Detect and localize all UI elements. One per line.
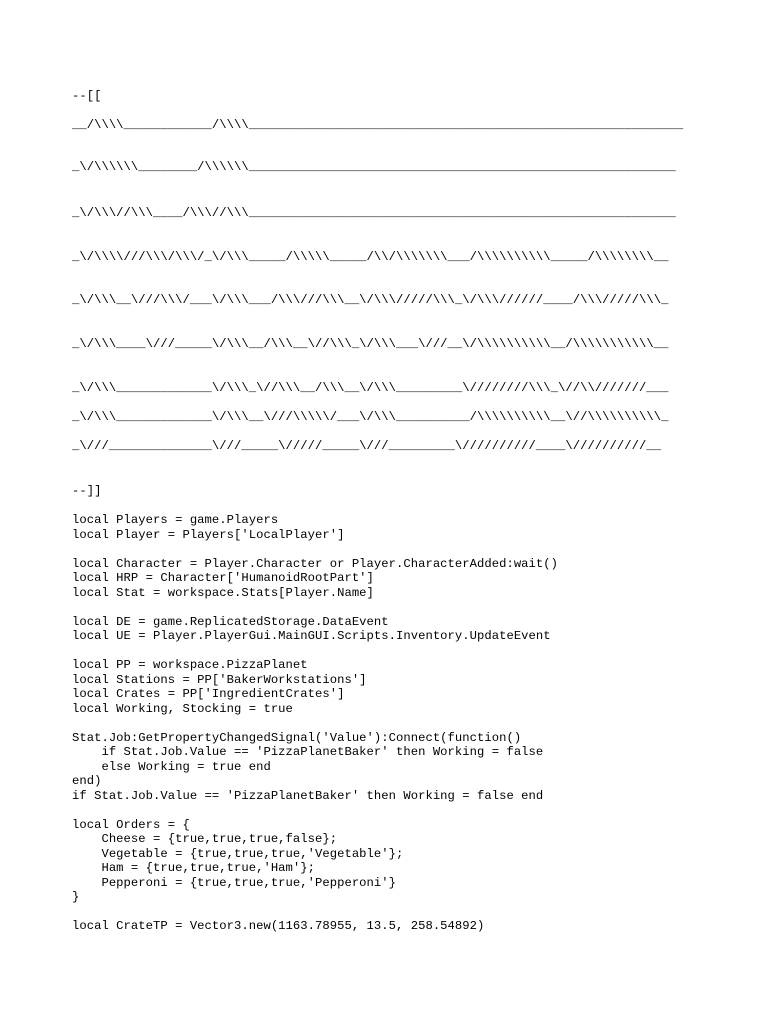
banner-line-7: _\/\\\_____________\/\\\_\//\\\__/\\\__\/\\\_________\////////\\\_\//\\///////___: [72, 381, 669, 395]
code-line: local Player = Players['LocalPlayer']: [72, 527, 345, 542]
code-line: Cheese = {true,true,true,false};: [72, 832, 338, 846]
code-line: local PP = workspace.PizzaPlanet: [72, 658, 308, 672]
code-line: local DE = game.ReplicatedStorage.DataEvent: [72, 614, 389, 629]
banner-line-8: _\/\\\_____________\/\\\__\///\\\\\/___\/\\\__________/\\\\\\\\\\__\//\\\\\\\\\\_: [72, 410, 669, 424]
code-line: local UE = Player.PlayerGui.MainGUI.Scripts.Inventory.UpdateEvent: [72, 629, 551, 643]
code-line: Vegetable = {true,true,true,'Vegetable'};: [72, 846, 404, 861]
code-line: local Players = game.Players: [72, 513, 279, 527]
code-line: if Stat.Job.Value == 'PizzaPlanetBaker' then Working = false end: [72, 788, 544, 803]
banner-line-5: _\/\\\__\///\\\/___\/\\\___/\\\///\\\__\/\\\/////\\\_\/\\\//////____/\\\/////\\\_: [72, 293, 669, 307]
code-line: local Stations = PP['BakerWorkstations']: [72, 672, 367, 687]
code-line: local Working, Stocking = true: [72, 701, 293, 716]
banner-close-comment: --]]: [72, 484, 102, 498]
banner-line-6: _\/\\\____\///_____\/\\\__/\\\__\//\\\_\/\\\___\///__\/\\\\\\\\\\__/\\\\\\\\\\\__: [72, 337, 669, 351]
banner-line-2: _\/\\\\\\________/\\\\\\__________________________________________________________: [72, 160, 676, 174]
banner-line-4: _\/\\\\///\\\/\\\/_\/\\\_____/\\\\\_____/\\/\\\\\\\___/\\\\\\\\\\_____/\\\\\\\\__: [72, 250, 669, 264]
code-line: Stat.Job:GetPropertyChangedSignal('Value'):Connect(function(): [72, 730, 522, 745]
code-line: Ham = {true,true,true,'Ham'};: [72, 861, 316, 875]
code-line: }: [72, 890, 80, 904]
banner-line-3: _\/\\\//\\\____/\\\//\\\__________________________________________________________: [72, 206, 676, 220]
code-line: end): [72, 774, 102, 788]
code-line: local Stat = workspace.Stats[Player.Name]: [72, 585, 374, 600]
code-line: Pepperoni = {true,true,true,'Pepperoni'}: [72, 875, 397, 890]
code-line: local Crates = PP['IngredientCrates']: [72, 687, 345, 701]
banner-line-9: _\///______________\///_____\/////_____\///_________\//////////____\//////////__: [72, 439, 662, 453]
banner-open-comment: --[[: [72, 89, 102, 103]
code-line: else Working = true end: [72, 759, 271, 774]
code-line: local Orders = {: [72, 817, 190, 832]
code-line: local HRP = Character['HumanoidRootPart']: [72, 571, 374, 585]
code-line: local CrateTP = Vector3.new(1163.78955, 13.5, 258.54892): [72, 919, 485, 933]
code-line: local Character = Player.Character or Player.CharacterAdded:wait(): [72, 556, 559, 571]
code-line: if Stat.Job.Value == 'PizzaPlanetBaker' then Working = false: [72, 745, 544, 759]
banner-line-1: __/\\\\____________/\\\\___________________________________________________________: [72, 118, 684, 132]
